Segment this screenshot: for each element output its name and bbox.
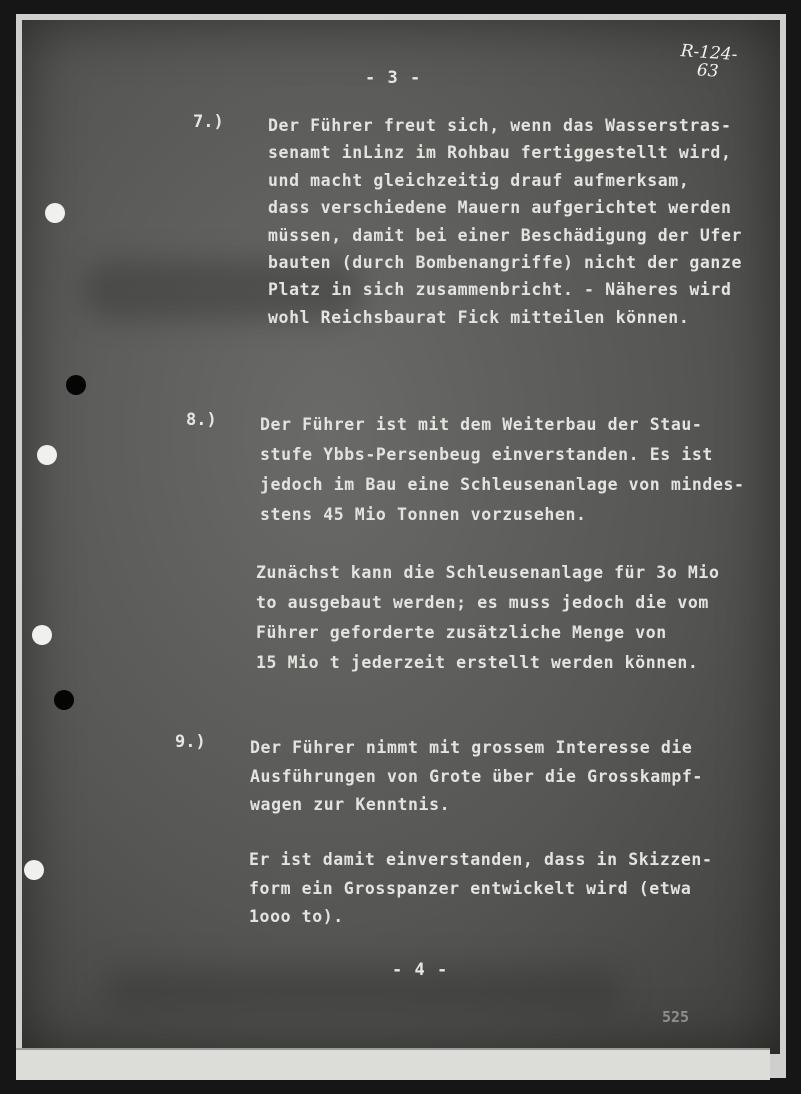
text-line: Der Führer ist mit dem Weiterbau der Stau- <box>260 415 703 434</box>
smudge <box>102 970 622 1010</box>
punch-hole <box>37 445 57 465</box>
item-paragraph <box>256 558 720 678</box>
text-line: wagen zur Kenntnis. <box>250 795 451 814</box>
item-number: 7.) <box>193 112 224 132</box>
text-line: und macht gleichzeitig drauf aufmerksam, <box>268 170 690 190</box>
text-line: Er ist damit einverstanden, dass in Skizzen- <box>249 850 713 869</box>
punch-hole <box>32 625 52 645</box>
text-line: 15 Mio t jederzeit erstellt werden können. <box>256 653 699 672</box>
text-line: stens 45 Mio Tonnen vorzusehen. <box>260 505 587 524</box>
text-line: Zunächst kann die Schleusenanlage für 3o Mio <box>256 563 720 582</box>
text-line: jedoch im Bau eine Schleusenanlage von mindes- <box>260 475 745 494</box>
item-paragraph <box>268 112 742 331</box>
text-line: Führer geforderte zusätzliche Menge von <box>256 623 667 642</box>
punch-hole <box>45 203 65 223</box>
handwritten-annotation <box>679 42 738 82</box>
text-line: senamt inLinz im Rohbau fertiggestellt wird, <box>268 143 732 163</box>
punch-hole <box>24 860 44 880</box>
text-line: bauten (durch Bombenangriffe) nicht der ganze <box>268 253 743 273</box>
annotation-line: 63 <box>696 60 720 82</box>
text-line: müssen, damit bei einer Beschädigung der Ufer <box>268 225 743 245</box>
item-paragraph <box>250 734 703 820</box>
page-number-top: - 3 - <box>365 68 422 88</box>
text-line: stufe Ybbs-Persenbeug einverstanden. Es ist <box>260 445 713 464</box>
text-line: Ausführungen von Grote über die Grosskampf- <box>250 766 703 786</box>
item-paragraph <box>249 846 713 932</box>
bottom-strip <box>16 1048 770 1080</box>
text-line: dass verschiedene Mauern aufgerichtet werden <box>268 198 732 218</box>
text-line: 1ooo to). <box>249 907 344 926</box>
text-line: to ausgebaut werden; es muss jedoch die vom <box>256 593 709 612</box>
annotation-line: R-124- <box>679 41 739 65</box>
punch-hole <box>66 375 86 395</box>
text-line: form ein Grosspanzer entwickelt wird (etwa <box>249 878 692 898</box>
text-line: wohl Reichsbaurat Fick mitteilen können. <box>268 307 690 327</box>
text-line: Der Führer freut sich, wenn das Wasserstras- <box>268 116 732 135</box>
item-paragraph <box>260 410 745 530</box>
text-line: Der Führer nimmt mit grossem Interesse die <box>250 738 693 757</box>
text-line: Platz in sich zusammenbricht. - Näheres wird <box>268 280 732 300</box>
page-number-bottom: - 4 - <box>392 960 449 980</box>
punch-hole <box>54 690 74 710</box>
item-number: 9.) <box>175 732 206 752</box>
item-number: 8.) <box>186 410 217 430</box>
archive-stamp: 525 <box>662 1008 690 1026</box>
